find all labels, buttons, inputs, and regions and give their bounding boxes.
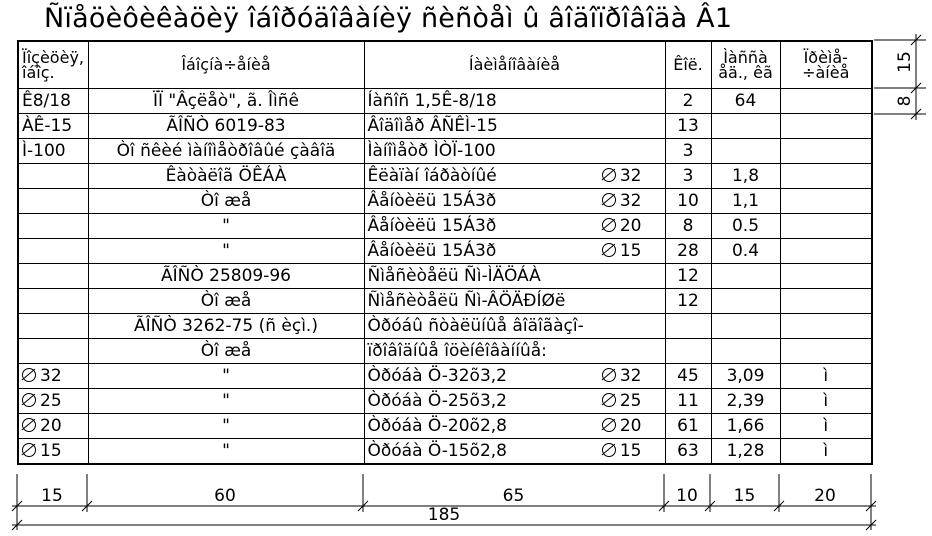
dim-width-designation: 60 — [214, 486, 236, 506]
cell-designation-text: ÃÎÑÒ 3262-75 (ñ èçì.) — [134, 316, 318, 336]
cell-designation-text: ÃÎÑÒ 6019-83 — [166, 116, 286, 136]
cell-name-text: Ñìåñèòåëü Ñì-ÂÖÄÐÍØë — [367, 291, 566, 311]
cell-quantity-text: 12 — [677, 266, 699, 286]
cell-designation-text: ÃÎÑÒ 25809-96 — [161, 266, 291, 286]
cell-name-text: Ìàíîìåòð ÌÒÏ-100 — [367, 141, 496, 161]
page-title: Ñïåöèôèêàöèÿ îáîðóäîâàíèÿ ñèñòåì û âîäîïðîâîäà Â1 — [44, 3, 733, 34]
cell-unit-mass-text: 1,8 — [731, 166, 760, 186]
cell-designation-text: " — [222, 416, 230, 436]
cell-quantity-text: 8 — [682, 216, 694, 236]
dim-header-height: 15 — [895, 51, 915, 73]
cell-unit-mass-text: 1,28 — [726, 441, 765, 461]
cell-quantity-text: 3 — [682, 141, 694, 161]
cell-unit-mass-text: 0.5 — [731, 216, 760, 236]
cell-position-text: 32 — [40, 366, 62, 386]
nominal-diameter-value: 20 — [619, 416, 642, 436]
cell-position-text: 25 — [40, 391, 62, 411]
cell-name-text: Òðóáà Ö-15õ2,8 — [367, 441, 507, 461]
col-header-name: Íàèìåíîâàíèå — [364, 41, 665, 89]
dimension-lines — [12, 34, 926, 530]
col-header-unit-mass: Ìàññà åä., êã — [711, 41, 780, 89]
dim-row-height: 8 — [895, 95, 915, 107]
col-header-note: Ïðèìå-÷àíèå — [780, 41, 872, 89]
cell-designation-text: " — [222, 216, 230, 236]
col-header-quantity: Êîë. — [665, 41, 711, 89]
cell-designation-text: Òî æå — [200, 291, 252, 311]
cell-position-text: ÀÊ-15 — [22, 116, 73, 136]
dim-width-name: 65 — [502, 486, 525, 506]
cell-quantity-text: 28 — [677, 241, 699, 261]
cell-name-text: Êëàïàí îáðàòíûé — [367, 166, 497, 186]
nominal-diameter-value: 20 — [619, 216, 642, 236]
col-header-position: Ïîçèöèÿ, îáîç. — [18, 41, 88, 89]
cell-unit-mass-text: 64 — [734, 91, 757, 111]
cell-position-text: Ì-100 — [22, 141, 66, 161]
cell-name-text: Ñìåñèòåëü Ñì-ÌÄÖÁÀ — [367, 266, 541, 286]
dim-width-position: 15 — [41, 486, 63, 506]
cell-designation-text: Òî æå — [200, 341, 252, 361]
cell-unit-mass-text: 0.4 — [731, 241, 760, 261]
cell-quantity-text: 61 — [677, 416, 699, 436]
cell-position-text: 15 — [40, 441, 62, 461]
cell-quantity-text: 2 — [682, 91, 694, 111]
cell-designation-text: " — [222, 441, 230, 461]
nominal-diameter-value: 32 — [619, 166, 642, 186]
cell-name-text: Âåíòèëü 15Á3ð — [367, 216, 497, 236]
cell-name-text: Òðóáà Ö-20õ2,8 — [367, 416, 507, 436]
cell-unit-mass-text: 2,39 — [726, 391, 765, 411]
nominal-diameter-value: 32 — [619, 366, 642, 386]
cell-name-text: Âîäîìåð ÂÑÊÌ-15 — [367, 116, 498, 136]
cell-quantity-text: 11 — [677, 391, 699, 411]
cell-note-text: ì — [823, 416, 829, 436]
cell-name-text: Òðóáû ñòàëüíûå âîäîãàçî- — [367, 316, 584, 336]
cell-unit-mass-text: 3,09 — [726, 366, 765, 386]
cell-note-text: ì — [823, 366, 829, 386]
nominal-diameter-value: 15 — [619, 441, 642, 461]
cell-quantity-text: 12 — [677, 291, 699, 311]
nominal-diameter-value: 25 — [619, 391, 642, 411]
cell-designation-text: Òî æå — [200, 191, 252, 211]
nominal-diameter-value: 32 — [619, 191, 642, 211]
cell-name-text: Âåíòèëü 15Á3ð — [367, 241, 497, 261]
cell-designation-text: " — [222, 366, 230, 386]
cell-quantity-text: 45 — [677, 366, 699, 386]
cell-position-text: Ê8/18 — [22, 91, 71, 111]
cell-designation-text: Êàòàëîã ÖÊÁÀ — [165, 166, 287, 186]
cell-designation-text: ÏÏ "Âçëåò", ã. Îìñê — [152, 91, 300, 111]
cell-quantity-text: 10 — [677, 191, 699, 211]
col-header-designation: Îáîçíà÷åíèå — [88, 41, 364, 89]
cell-designation-text: " — [222, 241, 230, 261]
cell-name-text: ïðîâîäíûå îöèíêîâàííûå: — [367, 341, 547, 361]
cell-note-text: ì — [823, 391, 829, 411]
cell-name-text: Âåíòèëü 15Á3ð — [367, 191, 497, 211]
cell-position-text: 20 — [40, 416, 62, 436]
cell-quantity-text: 63 — [677, 441, 699, 461]
dim-width-mass: 15 — [733, 486, 756, 506]
cell-unit-mass-text: 1,66 — [726, 416, 765, 436]
nominal-diameter-value: 15 — [619, 241, 642, 261]
dim-width-quantity: 10 — [676, 486, 698, 506]
cell-name-text: Íàñîñ 1,5Ê-8/18 — [367, 91, 497, 111]
cell-designation-text: Òî ñêèé ìàíîìåòðîâûé çàâîä — [116, 141, 336, 161]
dim-width-note: 20 — [814, 486, 836, 506]
cell-name-text: Òðóáà Ö-32õ3,2 — [367, 366, 507, 386]
cell-unit-mass-text: 1,1 — [731, 191, 760, 211]
cell-name-text: Òðóáà Ö-25õ3,2 — [367, 391, 507, 411]
cell-quantity-text: 13 — [677, 116, 699, 136]
cell-note-text: ì — [823, 441, 829, 461]
dim-total-width: 185 — [427, 505, 461, 525]
cell-designation-text: " — [222, 391, 230, 411]
cell-quantity-text: 3 — [682, 166, 694, 186]
